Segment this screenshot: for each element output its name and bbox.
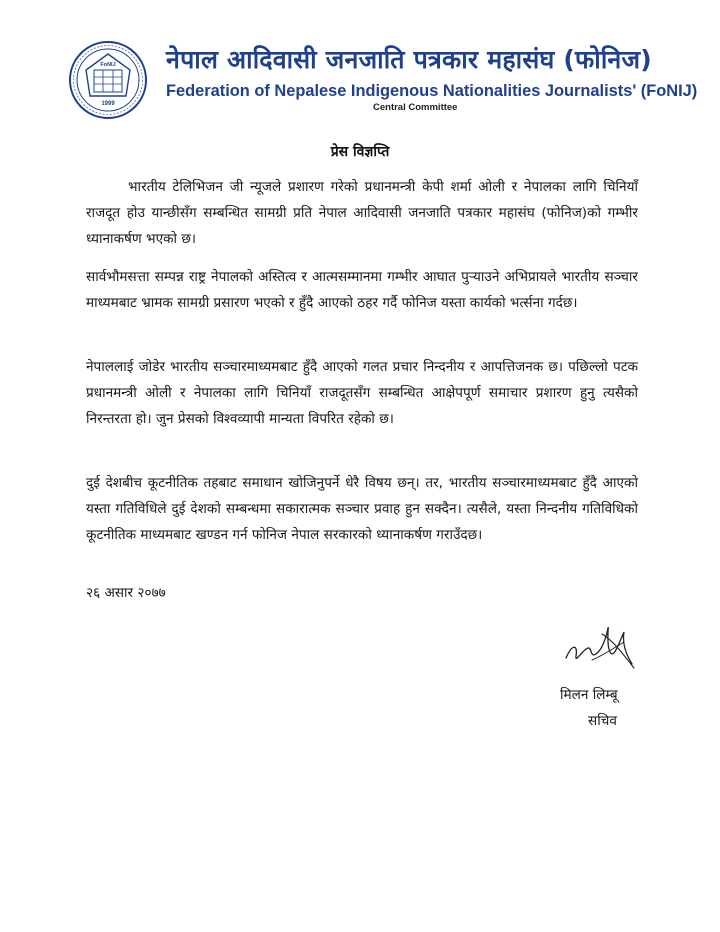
signer-title: सचिव: [588, 713, 617, 729]
letterhead: [68, 40, 698, 120]
logo-year: 1999: [101, 101, 115, 107]
signer-name: मिलन लिम्बू: [560, 687, 618, 703]
paragraph-4: दुई देशबीच कूटनीतिक तहबाट समाधान खोजिनुपर्ने धेरै विषय छन्। तर, भारतीय सञ्चारमाध्यमबाट हुँदै आएको यस्ता गतिविधिले दुई देशको सम्बन्धमा सकारात्मक सञ्चार प्रवाह हुन सक्दैन। त्यसैले, यस्ता निन्दनीय गतिविधिको कूटनीतिक माध्यमबाट खण्डन गर्न फोनिज नेपाल सरकारको ध्यानाकर्षण गराउँदछ।: [86, 475, 638, 543]
paragraph-2: सार्वभौमसत्ता सम्पन्न राष्ट्र नेपालको अस्तित्व र आत्मसम्मानमा गम्भीर आघात पुर्‍याउने अभिप्रायले भारतीय सञ्चार माध्यमबाट भ्रामक सामग्री प्रसारण भएको र हुँदै आएको ठहर गर्दै फोनिज यस्ता कार्यको भर्त्सना गर्दछ।: [86, 269, 638, 311]
fonij-logo-icon: [68, 40, 148, 120]
logo-text: FoNIJ: [100, 62, 116, 68]
org-title-english: Federation of Nepalese Indigenous Nationalities Journalists' (FoNIJ): [166, 82, 698, 100]
document-date: २६ असार २०७७: [86, 585, 166, 601]
paragraph-3: नेपाललाई जोडेर भारतीय सञ्चारमाध्यमबाट हुँदै आएको गलत प्रचार निन्दनीय र आपत्तिजनक छ। पछिल्लो पटक प्रधानमन्त्री ओली र नेपालका लागि चिनियाँ राजदूतसँग सम्बन्धित आक्षेपपूर्ण समाचार प्रशारण हुनु त्यसैको निरन्तरता हो। जुन प्रेसको विश्वव्यापी मान्यता विपरित रहेको छ।: [86, 359, 638, 427]
paragraph-1: भारतीय टेलिभिजन जी न्यूजले प्रशारण गरेको प्रधानमन्त्री केपी शर्मा ओली र नेपालका लागि चिनियाँ राजदूत होउ यान्छीसँग सम्बन्धित सामग्री प्रति नेपाल आदिवासी जनजाति पत्रकार महासंघ (फोनिज)को गम्भीर ध्यानाकर्षण भएको छ।: [86, 179, 638, 247]
document-title: प्रेस विज्ञप्ति: [330, 144, 390, 160]
org-title-nepali: नेपाल आदिवासी जनजाति पत्रकार महासंघ (फोनिज): [166, 45, 652, 74]
signature-icon: [562, 614, 636, 674]
org-subtitle: Central Committee: [373, 102, 458, 113]
